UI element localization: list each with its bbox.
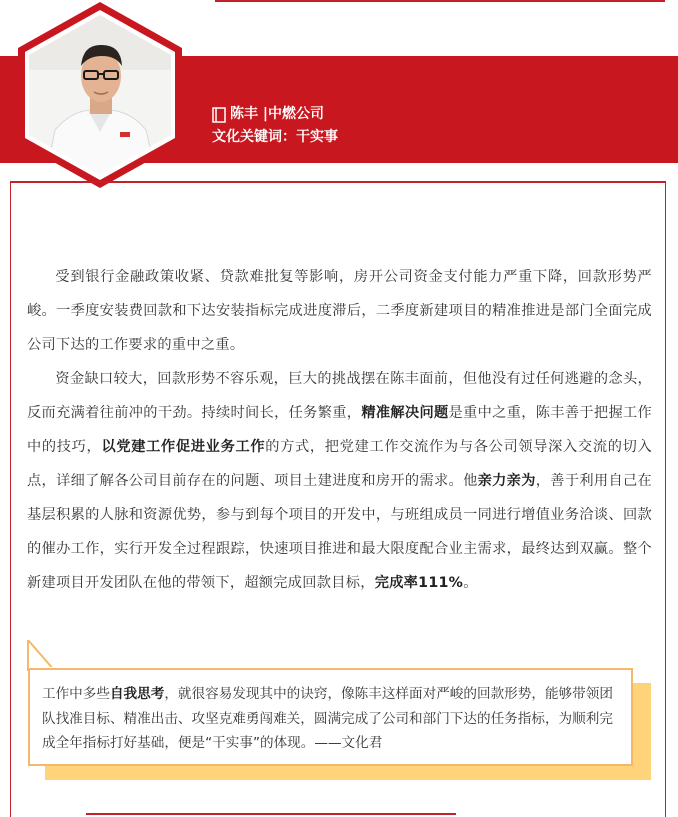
text-run: ，就很容易发现其中的诀窍，像陈丰这样面对严峻的回款形势，能够带领团队找准目标、精准出击、攻坚克难勇闯难关，圆满完成了公司和部门下达的任务指标，为顺利完成全年指标打好基础，便是“干实事”的体现。——文化君 xyxy=(42,686,613,751)
avatar xyxy=(0,0,200,200)
text-run: 工作中多些 xyxy=(42,686,110,702)
paragraph-2 xyxy=(27,362,652,600)
bold-text: 完成率111% xyxy=(374,575,464,591)
author-name: 陈丰 |中燃公司 xyxy=(230,106,324,122)
text-run: ，善于利用自己在基层积累的人脉和资源优势，参与到每个项目的开发中，与班组成员一同进行增值业务洽谈、回款的催办工作，实行开发全过程跟踪，快速项目推进和最大限度配合业主需求，最终达到双赢。整个新建项目开发团队在他的带领下，超额完成回款目标， xyxy=(27,473,653,591)
avatar-hexagon xyxy=(0,0,200,200)
text-run: 。 xyxy=(463,575,478,591)
paragraph-1: 受到银行金融政策收紧、贷款难批复等影响，房开公司资金支付能力严重下降，回款形势严峻。一季度安装费回款和下达安装指标完成进度滞后，二季度新建项目的精准推进是部门全面完成公司下达的工作要求的重中之重。 xyxy=(27,269,652,353)
bold-text: 精准解决问题 xyxy=(361,405,449,421)
bold-text: 自我思考 xyxy=(109,686,165,702)
text-run: 资金缺口较大，回款形势不容乐观，巨大的挑战摆在陈丰面前，但他没有过任何逃避的念头，反而充满着往前冲的干劲。持续时间长，任务繁重， xyxy=(27,371,652,421)
bottom-divider-line xyxy=(86,813,456,815)
article-body xyxy=(27,260,652,600)
book-icon xyxy=(212,107,226,123)
text-run: 的方式，把党建工作交流作为与各公司领导深入交流的切入点，详细了解各公司目前存在的问题、项目土建进度和房开的需求。他 xyxy=(27,439,652,489)
bold-text: 以党建工作促进业务工作 xyxy=(101,439,266,455)
bold-text: 亲力亲为 xyxy=(477,473,536,489)
author-line xyxy=(212,103,338,126)
header-text xyxy=(212,103,338,149)
quote-box xyxy=(28,668,633,766)
top-divider-line xyxy=(215,0,665,2)
text-run: 是重中之重，陈丰善于把握工作中的技巧， xyxy=(27,405,652,455)
culture-keyword: 文化关键词：干实事 xyxy=(212,129,338,145)
